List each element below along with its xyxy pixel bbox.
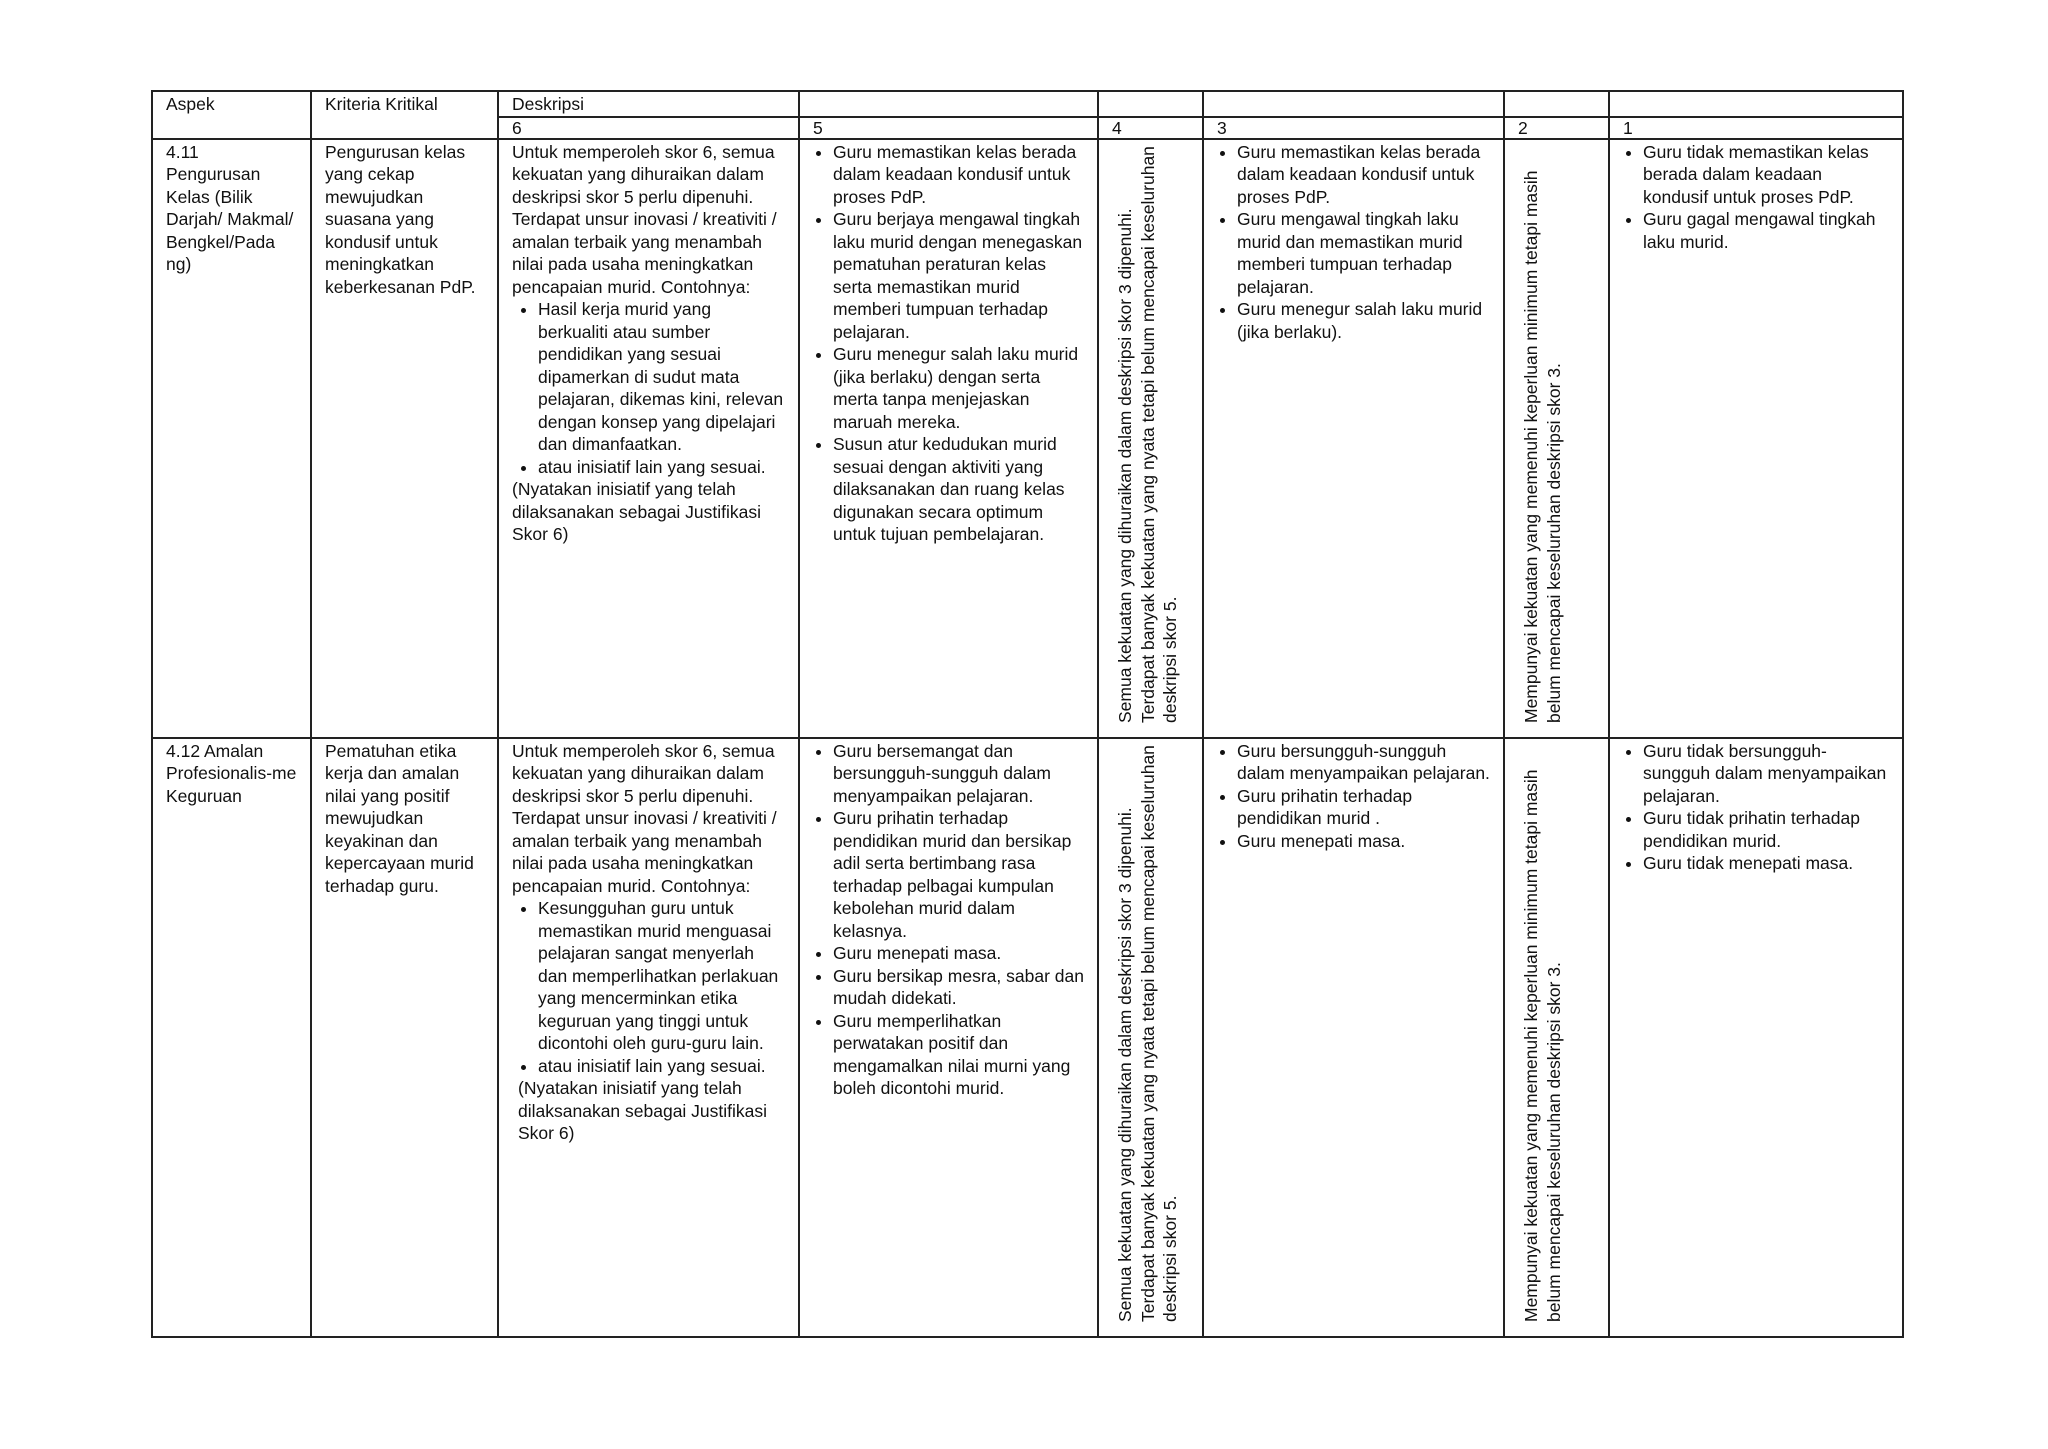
header-row-1 — [152, 91, 1903, 117]
score-4-cell — [1098, 738, 1203, 1337]
kriteria-cell: Pengurusan kelas yang cekap mewujudkan suasana yang kondusif untuk meningkatkan keberkesanan PdP. — [311, 139, 498, 738]
score-6-cell — [498, 139, 799, 738]
score-4-cell — [1098, 139, 1203, 738]
score-2-cell — [1504, 738, 1609, 1337]
kriteria-cell: Pematuhan etika kerja dan amalan nilai yang positif mewujudkan keyakinan dan kepercayaan murid terhadap guru. — [311, 738, 498, 1337]
score-6-note: (Nyatakan inisiatif yang telah dilaksanakan sebagai Justifikasi Skor 6) — [518, 1078, 768, 1143]
list-item: • Guru mengawal tingkah laku murid dan memastikan murid memberi tumpuan terhadap pelajaran. — [1237, 208, 1490, 298]
header-kriteria: Kriteria Kritikal — [311, 91, 498, 139]
header-score-2: 2 — [1504, 117, 1609, 139]
list-item: • Guru bersikap mesra, sabar dan mudah didekati. — [833, 965, 1084, 1010]
header-aspek: Aspek — [152, 91, 311, 139]
list-item: • atau inisiatif lain yang sesuai. — [538, 456, 785, 479]
header-deskripsi: Deskripsi — [498, 91, 799, 117]
list-item: • Guru menepati masa. — [833, 942, 1084, 965]
list-item: • Hasil kerja murid yang berkualiti atau sumber pendidikan yang sesuai dipamerkan di sudut mata pelajaran, dikemas kini, relevan dengan konsep yang dipelajari dan dimanfaatkan. — [538, 298, 785, 456]
list-item: • Guru memperlihatkan perwatakan positif dan mengamalkan nilai murni yang boleh dicontohi murid. — [833, 1010, 1084, 1100]
table-row — [152, 738, 1903, 1337]
score-6-note: (Nyatakan inisiatif yang telah dilaksanakan sebagai Justifikasi Skor 6) — [512, 479, 762, 544]
header-score-5: 5 — [799, 117, 1098, 139]
list-item: • Guru tidak memastikan kelas berada dalam keadaan kondusif untuk proses PdP. — [1643, 141, 1889, 209]
list-item: • Susun atur kedudukan murid sesuai dengan aktiviti yang dilaksanakan dan ruang kelas digunakan secara optimum untuk tujuan pembelajaran. — [833, 433, 1084, 546]
score-6-cell — [498, 738, 799, 1337]
list-item: • Guru tidak menepati masa. — [1643, 852, 1889, 875]
score-6-intro: Untuk memperoleh skor 6, semua kekuatan yang dihuraikan dalam deskripsi skor 5 perlu dipenuhi. Terdapat unsur inovasi / kreativiti / amalan terbaik yang menambah nilai pada usaha meningkatkan pencapaian murid. Contohnya: — [512, 740, 777, 896]
header-score-4: 4 — [1098, 117, 1203, 139]
header-blank — [1504, 91, 1609, 117]
score-4-vertical-text: Semua kekuatan yang dihuraikan dalam deskripsi skor 3 dipenuhi. Terdapat banyak kekuatan yang nyata tetapi belum mencapai keseluruhan deskripsi skor 5. — [1114, 744, 1180, 1322]
score-3-cell — [1203, 738, 1504, 1337]
score-2-vertical-text: Mempunyai kekuatan yang memenuhi keperluan minimum tetapi masih belum mencapai keseluruhan deskripsi skor 3. — [1520, 170, 1563, 723]
score-5-list — [813, 141, 1084, 546]
score-5-cell — [799, 139, 1098, 738]
rubric-table — [151, 90, 1904, 1338]
list-item: • Kesungguhan guru untuk memastikan murid menguasai pelajaran sangat menyerlah dan memperlihatkan perlakuan yang mencerminkan etika keguruan yang tinggi untuk dicontohi oleh guru-guru lain. — [538, 897, 785, 1055]
list-item: • Guru bersemangat dan bersungguh-sungguh dalam menyampaikan pelajaran. — [833, 740, 1084, 808]
score-1-list — [1623, 740, 1889, 875]
list-item: • Guru menepati masa. — [1237, 830, 1490, 853]
header-blank — [799, 91, 1098, 117]
header-blank — [1203, 91, 1504, 117]
list-item: • Guru gagal mengawal tingkah laku murid. — [1643, 208, 1889, 253]
list-item: • Guru memastikan kelas berada dalam keadaan kondusif untuk proses PdP. — [1237, 141, 1490, 209]
list-item: • Guru menegur salah laku murid (jika berlaku). — [1237, 298, 1490, 343]
list-item: • Guru tidak bersungguh-sungguh dalam menyampaikan pelajaran. — [1643, 740, 1889, 808]
score-4-vertical-text: Semua kekuatan yang dihuraikan dalam deskripsi skor 3 dipenuhi. Terdapat banyak kekuatan yang nyata tetapi belum mencapai keseluruhan deskripsi skor 5. — [1114, 145, 1180, 723]
score-5-list — [813, 740, 1084, 1100]
header-score-3: 3 — [1203, 117, 1504, 139]
score-2-cell — [1504, 139, 1609, 738]
list-item: • Guru memastikan kelas berada dalam keadaan kondusif untuk proses PdP. — [833, 141, 1084, 209]
list-item: • atau inisiatif lain yang sesuai. — [538, 1055, 785, 1078]
list-item: • Guru prihatin terhadap pendidikan murid . — [1237, 785, 1490, 830]
table-row — [152, 139, 1903, 738]
header-blank — [1098, 91, 1203, 117]
header-blank — [1609, 91, 1903, 117]
list-item: • Guru prihatin terhadap pendidikan murid dan bersikap adil serta bertimbang rasa terhadap pelbagai kumpulan kebolehan murid dalam kelasnya. — [833, 807, 1084, 942]
aspek-cell: 4.11 Pengurusan Kelas (Bilik Darjah/ Makmal/ Bengkel/Pada ng) — [152, 139, 311, 738]
score-3-cell — [1203, 139, 1504, 738]
score-1-list — [1623, 141, 1889, 254]
list-item: • Guru berjaya mengawal tingkah laku murid dengan menegaskan pematuhan peraturan kelas serta memastikan murid memberi tumpuan terhadap pelajaran. — [833, 208, 1084, 343]
score-1-cell — [1609, 738, 1903, 1337]
list-item: • Guru tidak prihatin terhadap pendidikan murid. — [1643, 807, 1889, 852]
score-6-examples — [512, 897, 785, 1077]
score-6-examples — [512, 298, 785, 478]
header-score-1: 1 — [1609, 117, 1903, 139]
list-item: • Guru bersungguh-sungguh dalam menyampaikan pelajaran. — [1237, 740, 1490, 785]
header-score-6: 6 — [498, 117, 799, 139]
score-6-intro: Untuk memperoleh skor 6, semua kekuatan yang dihuraikan dalam deskripsi skor 5 perlu dipenuhi. Terdapat unsur inovasi / kreativiti / amalan terbaik yang menambah nilai pada usaha meningkatkan pencapaian murid. Contohnya: — [512, 141, 777, 297]
list-item: • Guru menegur salah laku murid (jika berlaku) dengan serta merta tanpa menjejaskan maruah mereka. — [833, 343, 1084, 433]
score-3-list — [1217, 141, 1490, 344]
score-5-cell — [799, 738, 1098, 1337]
score-3-list — [1217, 740, 1490, 853]
score-1-cell — [1609, 139, 1903, 738]
aspek-cell: 4.12 Amalan Profesionalis-me Keguruan — [152, 738, 311, 1337]
score-2-vertical-text: Mempunyai kekuatan yang memenuhi keperluan minimum tetapi masih belum mencapai keseluruhan deskripsi skor 3. — [1520, 769, 1563, 1322]
